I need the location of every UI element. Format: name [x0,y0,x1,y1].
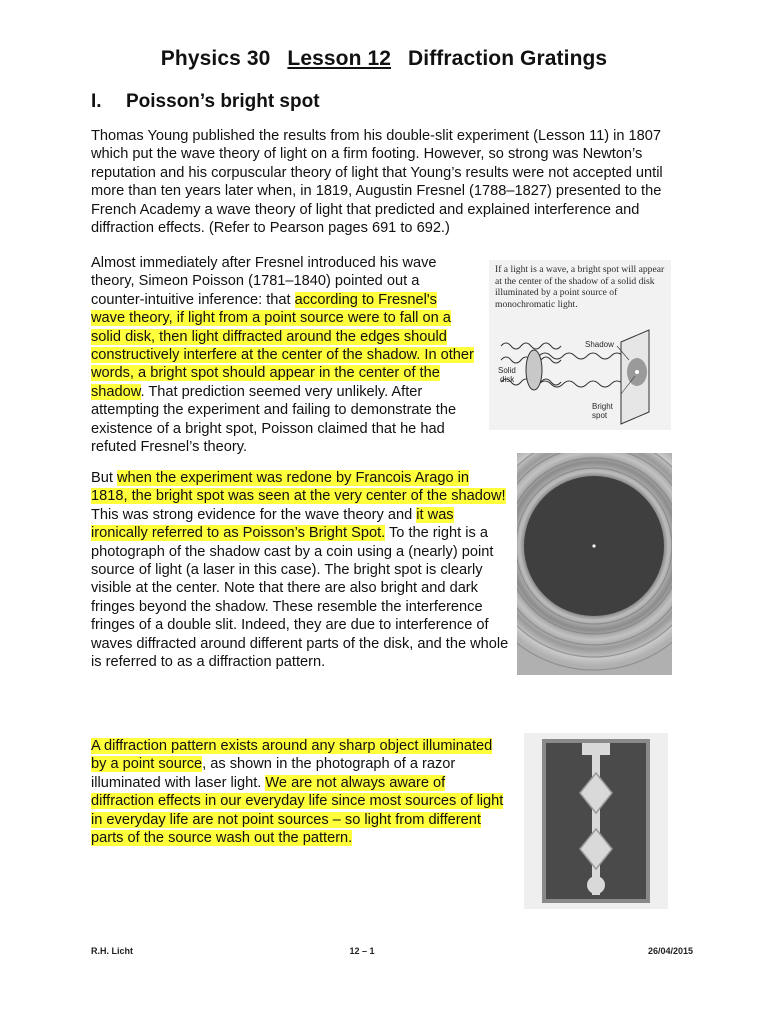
razor-blade-photo [524,733,668,909]
highlighted-text: it was ironically referred to as Poisson’s Bright Spot. [91,506,454,542]
page-title [0,47,768,71]
highlighted-text: A diffraction pattern exists around any sharp object illuminated by a point source [91,738,493,773]
label-bright-spot-line1: Bright [592,402,613,411]
razor-blade-image [524,733,668,909]
label-shadow: Shadow [585,340,614,349]
label-solid-disk-line1: Solid [498,366,516,375]
highlighted-text: according to Fresnel's wave theory, if light from a point source were to fall on a solid disk, then light diffracted around the edges should constructively interfere at the center of the shadow. In other words, a bright spot should appear in the center of the shadow [91,291,474,400]
paragraph-young-history [91,127,691,237]
paragraph-poisson-inference [91,254,474,456]
text-run: But [91,470,117,486]
paragraph-diffraction-everyday [91,737,509,847]
text-run: , as shown in the photograph of a razor illuminated with laser light. [91,756,456,791]
diagram-caption: If a light is a wave, a bright spot will appear at the center of the shadow of a solid disk illuminated by a point source of monochromatic light. [495,264,665,310]
footer-page-number: 12 – 1 [349,946,375,956]
footer-date: 26/04/2015 [647,946,693,956]
label-bright-spot-line2: spot [592,411,608,420]
coin-shadow-photo [517,453,672,675]
bright-spot-dot [635,370,639,374]
highlighted-text: We are not always aware of diffraction effects in our everyday life since most sources of light in everyday life are not point sources – so light from different parts of the source wash out the pattern. [91,774,504,847]
section-heading [91,91,320,113]
footer-author: R.H. Licht [91,946,133,956]
poisson-spot-diagram [489,260,671,430]
text-run: . That prediction seemed very unlikely. After attempting the experiment and failing to demonstrate the existence of a bright spot, Poisson claimed that he had refuted Fresnel’s theory. [91,383,457,456]
text-run: This was strong evidence for the wave theory and [91,506,417,523]
paragraph-arago-experiment [91,469,509,671]
solid-disk [526,350,542,390]
coin-shadow-image [517,453,672,675]
title-topic: Diffraction Gratings [408,47,608,70]
light-wave-top [501,343,561,349]
section-title: Poisson’s bright spot [126,91,320,112]
text-run: Almost immediately after Fresnel introduced his wave theory, Simeon Poisson (1781–1840) pointed out a counter-intuitive inference: that [91,255,437,308]
title-course: Physics 30 [160,47,271,70]
diagram-drawing [489,260,671,430]
poisson-bright-spot [592,544,595,547]
text-run: Thomas Young published the results from his double-slit experiment (Lesson 11) in 1807 which put the wave theory of light on a firm footing. However, so strong was Newton’s reputation and his corpuscular theory of light that Young’s results were not accepted until more than ten years later when, in 1819, Augustin Fresnel (1788–1827) presented to the French Academy a wave theory of light that predicted and explained interference and diffraction effects. (Refer to Pearson pages 691 to 692.) [91,128,663,237]
text-run: To the right is a photograph of the shadow cast by a coin using a (nearly) point source of light (a laser in this case). The bright spot is clearly visible at the center. Note that there are also bright and dark fringes beyond the shadow. These resemble the interference fringes of a double slit. Indeed, they are due to interference of waves diffracted around different parts of the disk, and the whole is referred to as a diffraction pattern. [91,525,509,671]
section-number: I. [91,91,102,112]
highlighted-text: when the experiment was redone by Francois Arago in 1818, the bright spot was seen at the very center of the shadow! [91,470,506,505]
label-solid-disk-line2: disk [500,375,515,384]
title-lesson: Lesson 12 [287,47,392,70]
